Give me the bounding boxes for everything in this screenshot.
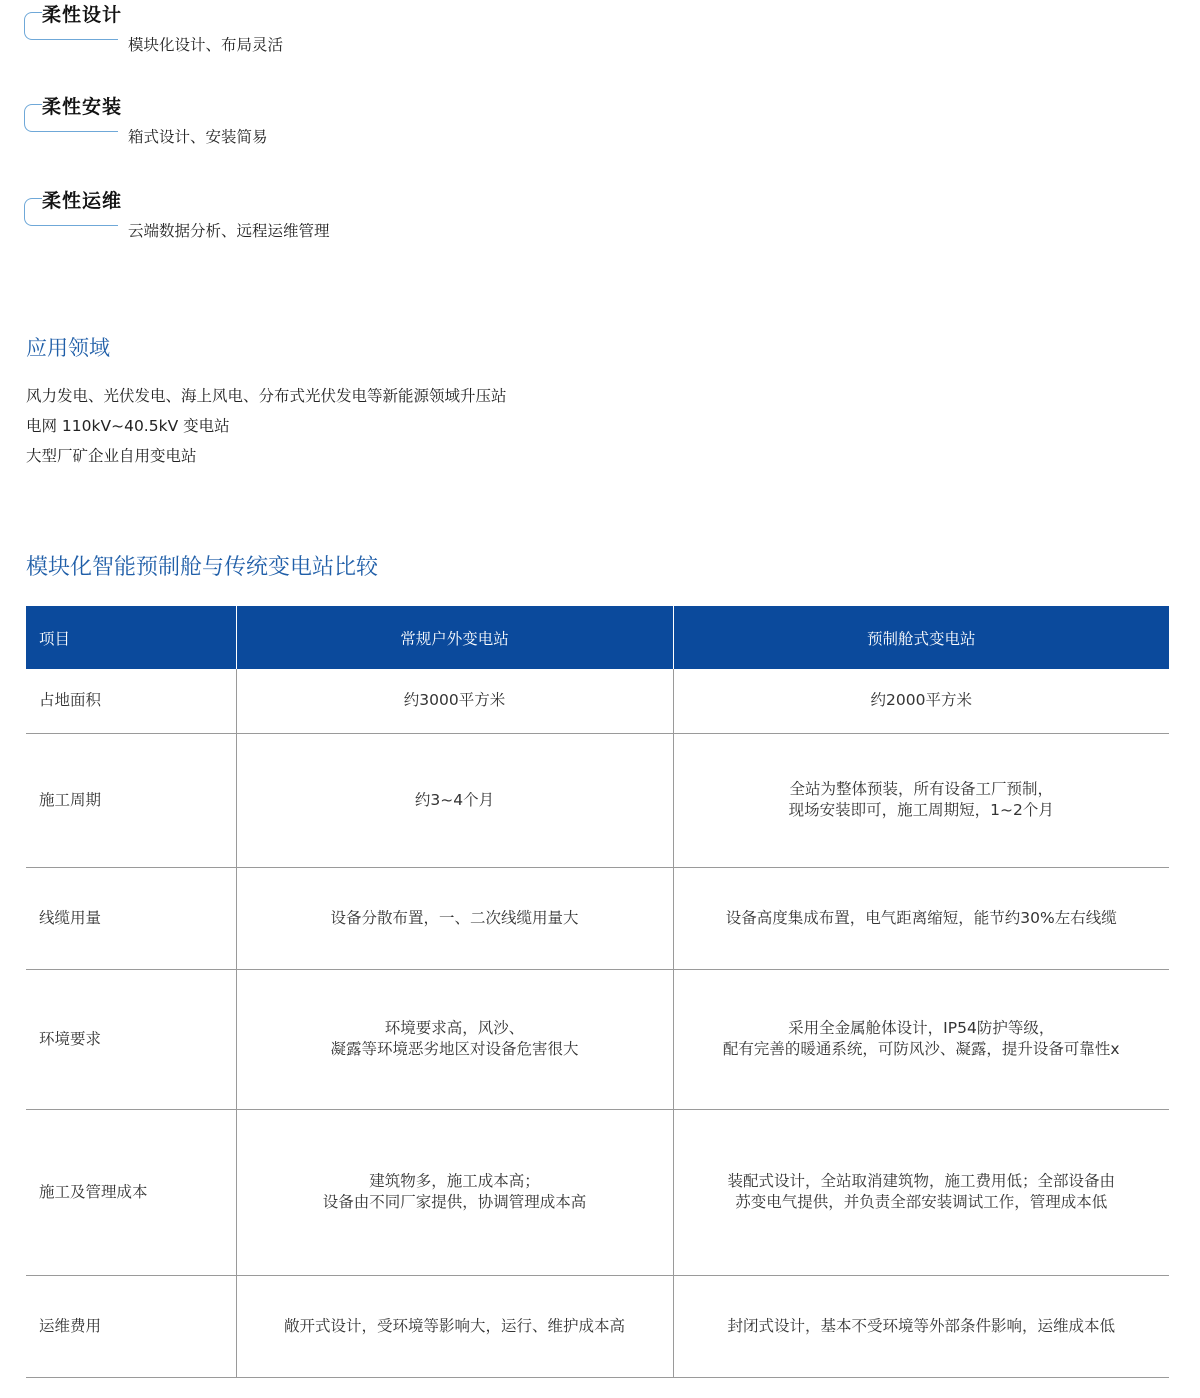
row-conventional: 环境要求高，风沙、 凝露等环境恶劣地区对设备危害很大 bbox=[236, 969, 673, 1109]
table-header-row bbox=[26, 606, 1169, 669]
row-prefab: 采用全金属舱体设计，IP54防护等级， 配有完善的暖通系统，可防风沙、凝露，提升设备可靠性x bbox=[673, 969, 1169, 1109]
feature-desc: 云端数据分析、远程运维管理 bbox=[128, 222, 330, 240]
applications-heading: 应用领域 bbox=[26, 336, 110, 360]
row-prefab: 设备高度集成布置，电气距离缩短，能节约30%左右线缆 bbox=[673, 867, 1169, 969]
table-row bbox=[26, 867, 1169, 969]
header-item: 项目 bbox=[26, 606, 236, 669]
feature-flexible-maintenance bbox=[24, 190, 444, 250]
row-item: 施工周期 bbox=[26, 733, 236, 867]
list-item: 电网 110kV~40.5kV 变电站 bbox=[26, 417, 230, 435]
comparison-table bbox=[26, 606, 1169, 1378]
header-prefab: 预制舱式变电站 bbox=[673, 606, 1169, 669]
row-conventional: 建筑物多，施工成本高； 设备由不同厂家提供，协调管理成本高 bbox=[236, 1109, 673, 1275]
row-prefab: 装配式设计，全站取消建筑物，施工费用低；全部设备由 苏变电气提供，并负责全部安装调试工作，管理成本低 bbox=[673, 1109, 1169, 1275]
applications-list bbox=[26, 381, 507, 471]
feature-flexible-install bbox=[24, 96, 444, 156]
row-conventional: 敞开式设计，受环境等影响大，运行、维护成本高 bbox=[236, 1275, 673, 1377]
row-item: 施工及管理成本 bbox=[26, 1109, 236, 1275]
feature-title: 柔性安装 bbox=[42, 96, 126, 118]
feature-desc: 模块化设计、布局灵活 bbox=[128, 36, 284, 54]
table-row bbox=[26, 669, 1169, 733]
list-item: 风力发电、光伏发电、海上风电、分布式光伏发电等新能源领域升压站 bbox=[26, 387, 507, 405]
row-prefab: 约2000平方米 bbox=[673, 669, 1169, 733]
row-conventional: 约3000平方米 bbox=[236, 669, 673, 733]
table-row bbox=[26, 1275, 1169, 1377]
feature-desc: 箱式设计、安装简易 bbox=[128, 128, 268, 146]
header-conventional: 常规户外变电站 bbox=[236, 606, 673, 669]
row-item: 运维费用 bbox=[26, 1275, 236, 1377]
row-item: 占地面积 bbox=[26, 669, 236, 733]
table-row bbox=[26, 1109, 1169, 1275]
row-prefab: 全站为整体预装，所有设备工厂预制， 现场安装即可，施工周期短，1~2个月 bbox=[673, 733, 1169, 867]
row-prefab: 封闭式设计，基本不受环境等外部条件影响，运维成本低 bbox=[673, 1275, 1169, 1377]
feature-title: 柔性运维 bbox=[42, 190, 126, 212]
feature-flexible-design bbox=[24, 4, 444, 64]
table-row bbox=[26, 969, 1169, 1109]
table-row bbox=[26, 733, 1169, 867]
feature-title: 柔性设计 bbox=[42, 4, 126, 26]
row-item: 线缆用量 bbox=[26, 867, 236, 969]
comparison-heading: 模块化智能预制舱与传统变电站比较 bbox=[26, 555, 379, 580]
row-item: 环境要求 bbox=[26, 969, 236, 1109]
row-conventional: 设备分散布置，一、二次线缆用量大 bbox=[236, 867, 673, 969]
row-conventional: 约3~4个月 bbox=[236, 733, 673, 867]
list-item: 大型厂矿企业自用变电站 bbox=[26, 447, 197, 465]
